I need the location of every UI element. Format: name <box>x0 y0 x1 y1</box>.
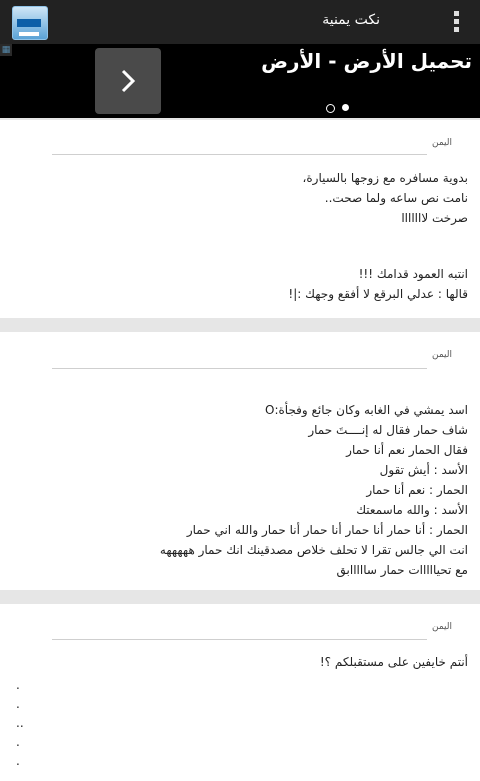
text-line: فقال الحمار نعم أنا حمار <box>346 443 468 457</box>
dot-line: .. <box>16 716 24 730</box>
text-line: بدوية مسافره مع زوجها بالسيارة، <box>302 171 468 185</box>
chevron-right-icon <box>115 68 141 94</box>
joke-card-2[interactable] <box>0 332 480 590</box>
dot-line: . <box>16 754 20 768</box>
joke-card-1[interactable] <box>0 120 480 318</box>
text-line: أنتم خايفين على مستقبلكم ؟! <box>319 655 468 669</box>
next-slide-button[interactable] <box>95 48 161 114</box>
text-line: اسد يمشي في الغابه وكان جائع وفجأة:O <box>265 403 468 417</box>
divider <box>52 154 427 155</box>
post-source: اليمن <box>431 622 452 632</box>
divider <box>52 639 427 640</box>
joke-card-3[interactable] <box>0 604 480 781</box>
text-line: انت الي جالس تقرا لا تحلف خلاص مصدقينك انك حمار هههههه <box>159 543 468 557</box>
text-line: شاف حمار فقال له إنــــتَ حمار <box>308 423 468 437</box>
app-bar <box>0 0 480 44</box>
overflow-menu-icon[interactable] <box>446 8 466 36</box>
post-source: اليمن <box>431 350 452 360</box>
divider <box>52 368 427 369</box>
slide-dot-2-active[interactable] <box>342 104 349 111</box>
text-line: نامت نص ساعه ولما صحت.. <box>324 191 468 205</box>
post-source: اليمن <box>431 138 452 148</box>
trailing-dots <box>16 676 24 771</box>
text-line: مع تحيااااات حمار سااااابق <box>336 563 468 577</box>
post-text <box>288 168 468 304</box>
dot-line: . <box>16 678 20 692</box>
text-line <box>288 228 468 248</box>
text-line: انتبه العمود قدامك !!! <box>358 267 468 281</box>
text-line: قالها : عدلي البرقع لا أفقع وجهك :|! <box>288 287 468 301</box>
dot-line: . <box>16 735 20 749</box>
banner-slider[interactable] <box>0 44 480 118</box>
text-line: الأسد : أيش تقول <box>379 463 468 477</box>
text-line: صرخت لااااااا <box>401 211 468 225</box>
dot-line: . <box>16 697 20 711</box>
text-line: الحمار : نعم أنا حمار <box>366 483 468 497</box>
slide-dot-1[interactable] <box>326 104 335 113</box>
app-title: نكت يمنية <box>322 12 380 28</box>
banner-title[interactable]: تحميل الأرض - الأرض <box>261 49 472 73</box>
post-text <box>320 652 468 672</box>
app-logo-icon[interactable] <box>12 6 48 40</box>
text-line: الأسد : والله ماسمعتك <box>356 503 468 517</box>
post-text <box>160 400 468 580</box>
broken-image-icon: ▦ <box>1 45 11 55</box>
slide-indicator <box>326 104 356 114</box>
text-line: الحمار : أنا حمار أنا حمار أنا حمار أنا حمار والله اني حمار <box>186 523 468 537</box>
